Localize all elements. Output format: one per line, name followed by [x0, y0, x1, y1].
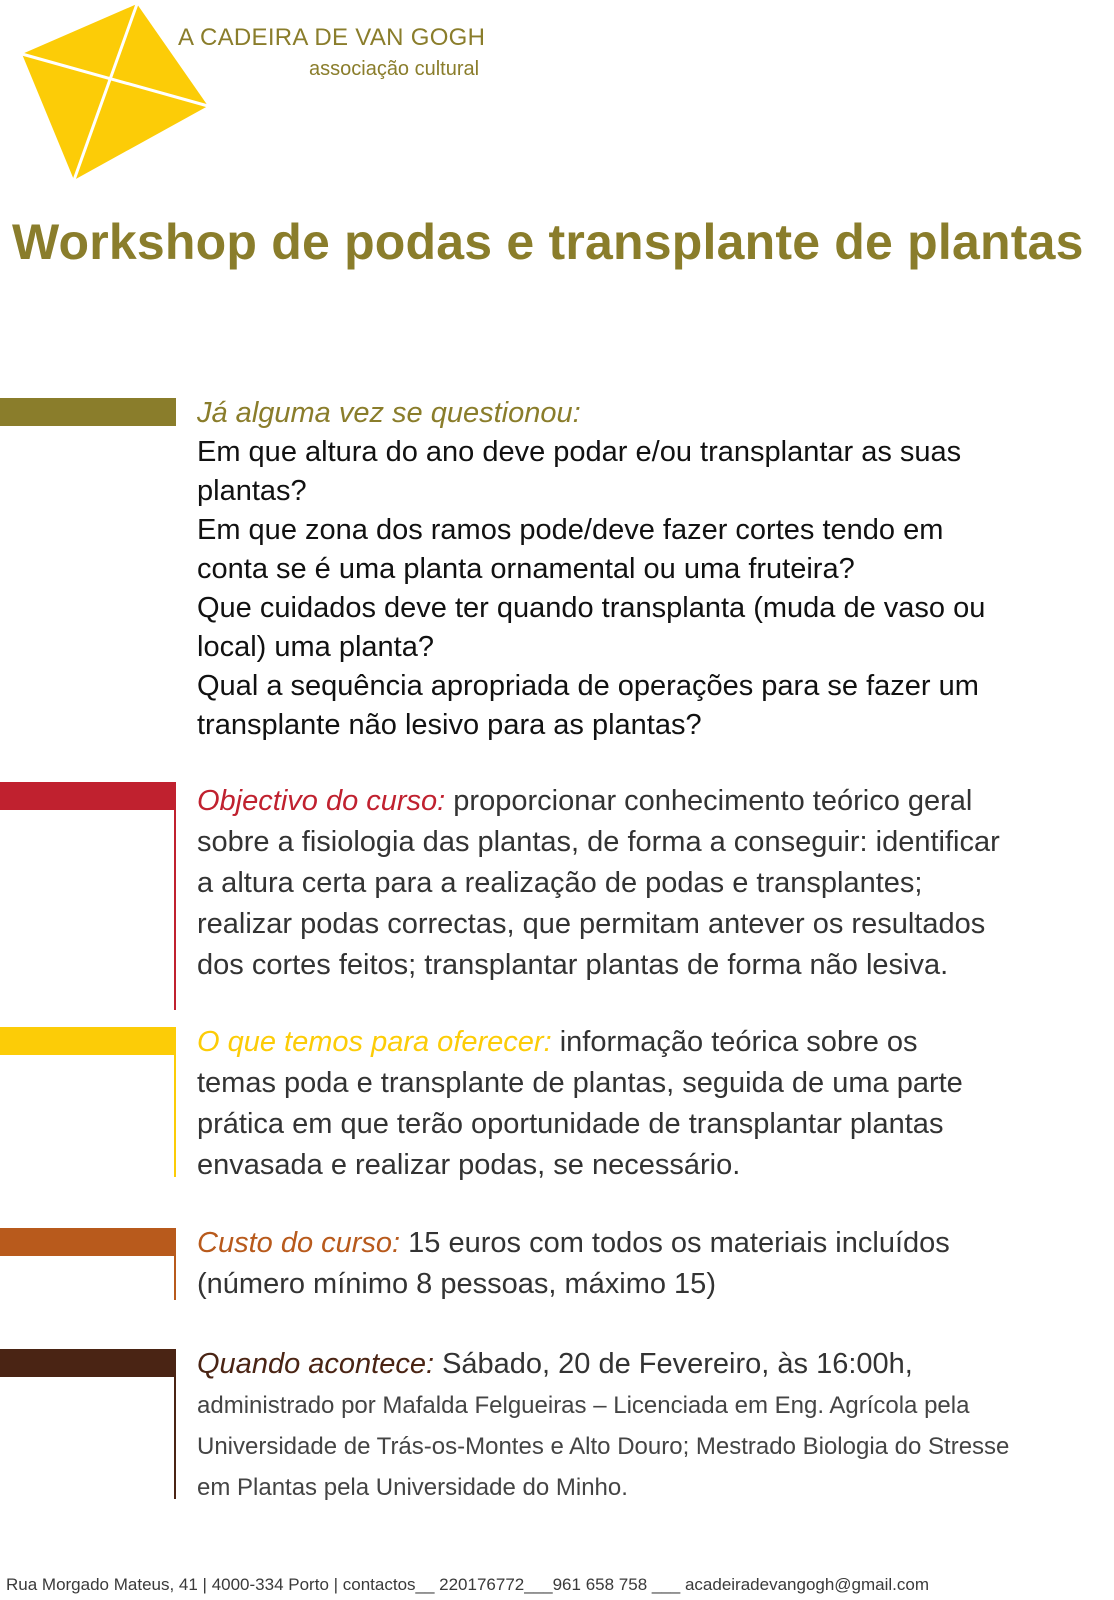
objective-text: realizar podas correctas, que permitam antever os resultados: [197, 908, 986, 940]
brown-accent-line: [174, 1349, 176, 1499]
orange-accent-bar: [0, 1228, 176, 1256]
brown-accent-bar: [0, 1349, 176, 1377]
when-detail: administrado por Mafalda Felgueiras – Licenciada em Eng. Agrícola pela: [197, 1392, 970, 1419]
objective-text: sobre a fisiologia das plantas, de forma a conseguir: identificar: [197, 826, 1000, 858]
red-accent-line: [174, 782, 176, 1010]
objective-text: a altura certa para a realização de podas e transplantes;: [197, 867, 923, 899]
when-label: Quando acontece:: [197, 1348, 435, 1380]
objective-text: proporcionar conhecimento teórico geral: [445, 785, 973, 817]
cost-section: [197, 1223, 1107, 1305]
when-detail: em Plantas pela Universidade do Minho.: [197, 1474, 628, 1501]
org-subtitle: associação cultural: [309, 58, 480, 80]
offer-text: envasada e realizar podas, se necessário.: [197, 1149, 741, 1181]
offer-text: informação teórica sobre os: [551, 1026, 918, 1058]
offer-text: prática em que terão oportunidade de transplantar plantas: [197, 1108, 944, 1140]
offer-text: temas poda e transplante de plantas, seguida de uma parte: [197, 1067, 963, 1099]
when-section: [197, 1344, 1107, 1508]
question-line: Qual a sequência apropriada de operações para se fazer um: [197, 670, 979, 702]
offer-section: [197, 1022, 1107, 1186]
cost-text: 15 euros com todos os materiais incluídos: [400, 1227, 950, 1259]
when-detail: Universidade de Trás-os-Montes e Alto Douro; Mestrado Biologia do Stresse: [197, 1433, 1010, 1460]
questions-heading: Já alguma vez se questionou:: [197, 397, 581, 429]
cost-text: (número mínimo 8 pessoas, máximo 15): [197, 1268, 716, 1300]
question-line: local) uma planta?: [197, 631, 434, 663]
objective-section: [197, 781, 1107, 986]
questions-section: [197, 394, 1107, 745]
olive-accent-bar: [0, 398, 176, 426]
question-line: plantas?: [197, 475, 307, 507]
org-name: A CADEIRA DE VAN GOGH: [178, 24, 486, 51]
question-line: conta se é uma planta ornamental ou uma fruteira?: [197, 553, 855, 585]
question-line: transplante não lesivo para as plantas?: [197, 709, 702, 741]
question-line: Que cuidados deve ter quando transplanta (muda de vaso ou: [197, 592, 986, 624]
question-line: Em que altura do ano deve podar e/ou transplantar as suas: [197, 436, 962, 468]
objective-text: dos cortes feitos; transplantar plantas de forma não lesiva.: [197, 949, 949, 981]
red-accent-bar: [0, 782, 176, 810]
when-text: Sábado, 20 de Fevereiro, às 16:00h,: [434, 1348, 913, 1380]
objective-label: Objectivo do curso:: [197, 785, 446, 817]
yellow-accent-bar: [0, 1027, 176, 1055]
orange-accent-line: [174, 1228, 176, 1300]
yellow-accent-line: [174, 1027, 176, 1177]
page-title: Workshop de podas e transplante de plantas: [12, 214, 1084, 270]
cost-label: Custo do curso:: [197, 1227, 401, 1259]
question-line: Em que zona dos ramos pode/deve fazer cortes tendo em: [197, 514, 944, 546]
offer-label: O que temos para oferecer:: [197, 1026, 552, 1058]
footer-contacts: Rua Morgado Mateus, 41 | 4000-334 Porto | contactos__ 220176772___961 658 758 ___ acadeiradevangogh@gmail.com: [6, 1575, 930, 1594]
